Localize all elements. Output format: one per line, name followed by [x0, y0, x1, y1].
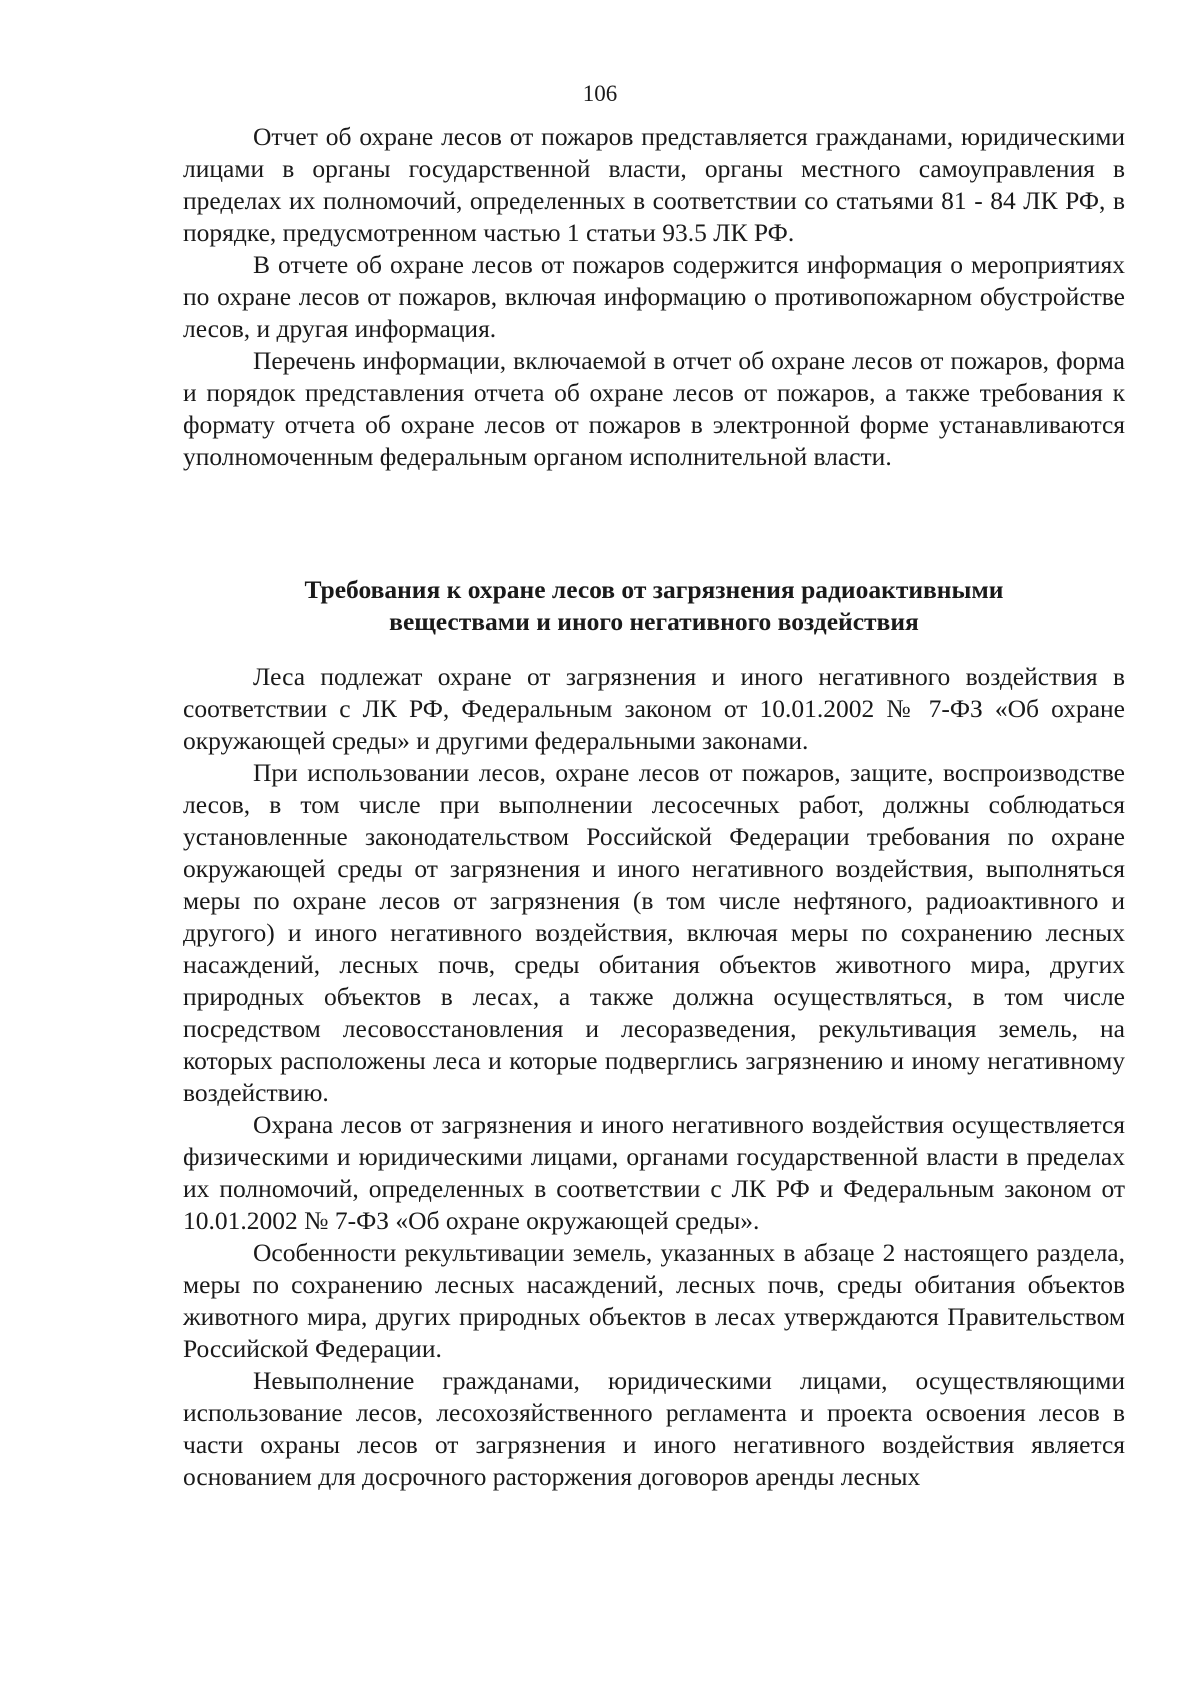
paragraph: Отчет об охране лесов от пожаров представляется гражданами, юридическими лицами в органы государственной власти, органы местного самоуправления в пределах их полномочий, определенных в соответствии со статьями 81 - 84 ЛК РФ, в порядке, предусмотренном частью 1 статьи 93.5 ЛК РФ.	[183, 122, 1125, 247]
section-heading-line: Требования к охране лесов от загрязнения радиоактивными	[304, 575, 1004, 604]
paragraph: Особенности рекультивации земель, указанных в абзаце 2 настоящего раздела, меры по сохранению лесных насаждений, лесных почв, среды обитания объектов животного мира, других природных объектов в лесах утверждаются Правительством Российской Федерации.	[183, 1238, 1125, 1363]
paragraph: При использовании лесов, охране лесов от пожаров, защите, воспроизводстве лесов, в том числе при выполнении лесосечных работ, должны соблюдаться установленные законодательством Российской Федерации требования по охране окружающей среды от загрязнения и иного негативного воздействия, выполняться меры по охране лесов от загрязнения (в том числе нефтяного, радиоактивного и другого) и иного негативного воздействия, включая меры по сохранению лесных насаждений, лесных почв, среды обитания объектов животного мира, других природных объектов в лесах, а также должна осуществляться, в том числе посредством лесовосстановления и лесоразведения, рекультивация земель, на которых расположены леса и которые подверглись загрязнению и иному негативному воздействию.	[183, 758, 1125, 1107]
section-heading	[183, 574, 1125, 638]
paragraph: Леса подлежат охране от загрязнения и иного негативного воздействия в соответствии с ЛК РФ, Федеральным законом от 10.01.2002 № 7-ФЗ «Об охране окружающей среды» и другими федеральными законами.	[183, 662, 1125, 755]
paragraph: Невыполнение гражданами, юридическими лицами, осуществляющими использование лесов, лесохозяйственного регламента и проекта освоения лесов в части охраны лесов от загрязнения и иного негативного воздействия является основанием для досрочного расторжения договоров аренды лесных	[183, 1366, 1125, 1491]
page-number: 106	[582, 81, 618, 106]
paragraph: В отчете об охране лесов от пожаров содержится информация о мероприятиях по охране лесов от пожаров, включая информацию о противопожарном обустройстве лесов, и другая информация.	[183, 250, 1125, 343]
body-section-fire-report	[183, 121, 1125, 473]
body-section-pollution	[183, 661, 1125, 1493]
paragraph: Охрана лесов от загрязнения и иного негативного воздействия осуществляется физическими и юридическими лицами, органами государственной власти в пределах их полномочий, определенных в соответствии с ЛК РФ и Федеральным законом от 10.01.2002 № 7-ФЗ «Об охране окружающей среды».	[183, 1110, 1125, 1235]
paragraph: Перечень информации, включаемой в отчет об охране лесов от пожаров, форма и порядок представления отчета об охране лесов от пожаров, а также требования к формату отчета об охране лесов от пожаров в электронной форме устанавливаются уполномоченным федеральным органом исполнительной власти.	[183, 346, 1125, 471]
section-heading-line: веществами и иного негативного воздействия	[389, 607, 919, 636]
